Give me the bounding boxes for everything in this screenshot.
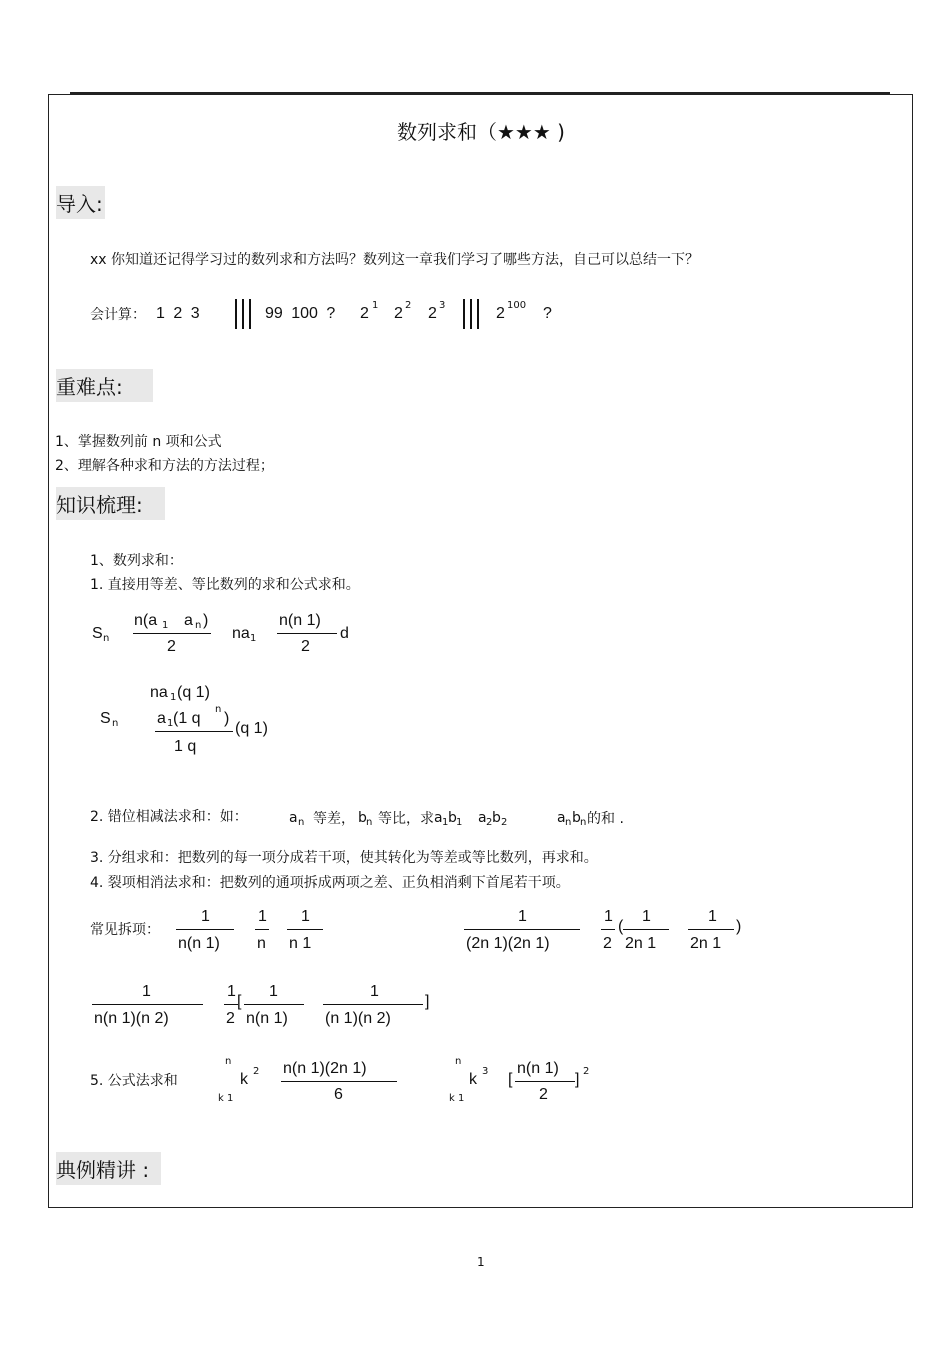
subscript-2: 2 (501, 817, 508, 828)
bracket-close: ] (425, 993, 430, 1010)
frac-den: 2n 1 (690, 935, 722, 952)
subscript-2: 2 (486, 817, 493, 828)
pow-base: 2 (360, 305, 369, 322)
method-5: 5. 公式法求和 (90, 1073, 178, 1089)
exponent: 2 (253, 1066, 260, 1077)
g-top: na (150, 684, 168, 701)
subscript-1: 1 (170, 692, 177, 703)
g-num: (1 q (173, 710, 201, 727)
frac-num: n(n 1)(2n 1) (283, 1060, 367, 1077)
fraction-line (224, 1004, 238, 1005)
pow-exp: 2 (405, 300, 412, 311)
ellipsis-bar (235, 299, 237, 329)
b-n: b (358, 810, 367, 826)
fraction-line (277, 633, 337, 634)
sum-symbol-s: S (100, 710, 111, 727)
page-title: 数列求和（★★★ ) (397, 120, 565, 144)
frac-den: 2 (226, 1010, 235, 1027)
superscript-n: n (215, 704, 222, 715)
num-one: 1 (642, 908, 651, 925)
question-mark: ? (543, 305, 552, 322)
pow-base: 2 (496, 305, 505, 322)
bracket-open: [ (237, 993, 242, 1010)
a1b1: a (434, 810, 443, 826)
g-cond: (q 1) (235, 720, 268, 737)
seq1-start: 1 2 3 (156, 305, 200, 322)
fraction-line (133, 633, 211, 634)
na1: na (232, 625, 250, 642)
m2-end: 的和 . (587, 811, 624, 827)
subscript-1: 1 (456, 817, 463, 828)
fraction-line (287, 929, 323, 930)
m2-text: 等差， (313, 811, 355, 827)
fraction-line (515, 1081, 575, 1082)
g-den: 1 q (174, 738, 197, 755)
key-point-item: 2、理解各种求和方法的方法过程； (55, 458, 274, 474)
section-intro: 导入: (56, 186, 105, 219)
num-one: 1 (518, 908, 527, 925)
subscript-1: 1 (167, 718, 174, 729)
frac-den: 2n 1 (625, 935, 657, 952)
frac-den: (n 1)(n 2) (325, 1010, 391, 1027)
frac-den: 2 (539, 1086, 548, 1103)
num-one: 1 (258, 908, 267, 925)
frac-den: n(n 1) (178, 935, 220, 952)
fraction-line (255, 929, 269, 930)
num-one: 1 (708, 908, 717, 925)
frac-denominator: 2 (301, 638, 310, 655)
d-symbol: d (340, 625, 349, 642)
num-one: 1 (142, 983, 151, 1000)
section-examples: 典例精讲 : (56, 1152, 161, 1185)
num-one: 1 (269, 983, 278, 1000)
frac-den: n(n 1) (246, 1010, 288, 1027)
intro-question: xx 你知道还记得学习过的数列求和方法吗？数列这一章我们学习了哪些方法，自己可以总结一下？ (90, 252, 700, 268)
paren-close: ) (736, 918, 742, 935)
sum-upper: n (455, 1056, 462, 1067)
subscript-n: n (103, 633, 110, 644)
frac-den: n 1 (289, 935, 312, 952)
subscript-n: n (298, 817, 305, 828)
sum-symbol-s: S (92, 625, 103, 642)
fraction-line (688, 929, 734, 930)
b2: b (492, 810, 501, 826)
frac-den: n(n 1)(n 2) (94, 1010, 169, 1027)
frac-num: n(n 1) (517, 1060, 559, 1077)
g-num: a (157, 710, 166, 727)
subscript-n: n (565, 817, 572, 828)
seq1-end: 99 100 ? (265, 305, 336, 322)
a2b2: a (478, 810, 487, 826)
frac-denominator: 2 (167, 638, 176, 655)
page-number: 1 (477, 1255, 485, 1269)
frac-numerator: n(n 1) (279, 612, 321, 629)
frac-numerator: a (184, 612, 193, 629)
ellipsis-bar (470, 299, 472, 329)
frac-den: n (257, 935, 266, 952)
a-n: a (289, 810, 298, 826)
fraction-line (601, 929, 615, 930)
section-knowledge: 知识梳理: (56, 487, 165, 520)
k-var: k (240, 1071, 248, 1088)
m2-text2: 等比，求 (378, 811, 434, 827)
pow-exp: 3 (439, 300, 446, 311)
fraction-line (155, 731, 233, 732)
pow-exp: 100 (507, 300, 527, 311)
sum-upper: n (225, 1056, 232, 1067)
section-key-points: 重难点: (56, 369, 153, 402)
pow-base: 2 (428, 305, 437, 322)
ellipsis-bar (463, 299, 465, 329)
fraction-line (623, 929, 669, 930)
paren-close: ) (203, 612, 209, 629)
subscript-1: 1 (250, 633, 257, 644)
common-label: 常见拆项： (90, 922, 160, 938)
ellipsis-bar (242, 299, 244, 329)
fraction-line (176, 929, 234, 930)
bracket-close: ] (575, 1071, 580, 1088)
num-one: 1 (201, 908, 210, 925)
key-point-item: 1、掌握数列前 n 项和公式 (55, 434, 222, 450)
paren-open: ( (618, 918, 624, 935)
knowledge-heading: 1、数列求和： (90, 553, 183, 569)
calc-label: 会计算： (90, 307, 146, 323)
frac-den: (2n 1)(2n 1) (466, 935, 550, 952)
method-3: 3. 分组求和：把数列的每一项分成若干项，使其转化为等差或等比数列，再求和。 (90, 850, 598, 866)
pow-exp: 1 (372, 300, 379, 311)
sum-lower: k 1 (218, 1093, 234, 1104)
g-top-cond: (q 1) (177, 684, 210, 701)
pow-base: 2 (394, 305, 403, 322)
fraction-line (244, 1004, 304, 1005)
num-one: 1 (370, 983, 379, 1000)
fraction-line (281, 1081, 397, 1082)
frac-numerator: n(a (134, 612, 158, 629)
subscript-n: n (366, 817, 373, 828)
exponent: 3 (482, 1066, 489, 1077)
sum-lower: k 1 (449, 1093, 465, 1104)
fraction-line (323, 1004, 423, 1005)
b1: b (448, 810, 457, 826)
ellipsis-bar (249, 299, 251, 329)
subscript-n: n (112, 718, 119, 729)
frac-den: 6 (334, 1086, 343, 1103)
subscript-1: 1 (442, 817, 449, 828)
num-one: 1 (227, 983, 236, 1000)
fraction-line (464, 929, 580, 930)
method-4: 4. 裂项相消法求和：把数列的通项拆成两项之差、正负相消剩下首尾若干项。 (90, 875, 570, 891)
bracket-open: [ (508, 1071, 513, 1088)
subscript-1: 1 (162, 620, 169, 631)
k-var: k (469, 1071, 477, 1088)
method-1: 1. 直接用等差、等比数列的求和公式求和。 (90, 577, 360, 593)
fraction-line (92, 1004, 203, 1005)
exponent: 2 (583, 1066, 590, 1077)
bn2: b (572, 810, 581, 826)
paren-close: ) (224, 710, 230, 727)
frac-den: 2 (603, 935, 612, 952)
anbn: a (557, 810, 566, 826)
num-one: 1 (604, 908, 613, 925)
ellipsis-bar (477, 299, 479, 329)
method-2: 2. 错位相减法求和：如： (90, 809, 248, 825)
num-one: 1 (301, 908, 310, 925)
subscript-n: n (580, 817, 587, 828)
subscript-n: n (195, 620, 202, 631)
